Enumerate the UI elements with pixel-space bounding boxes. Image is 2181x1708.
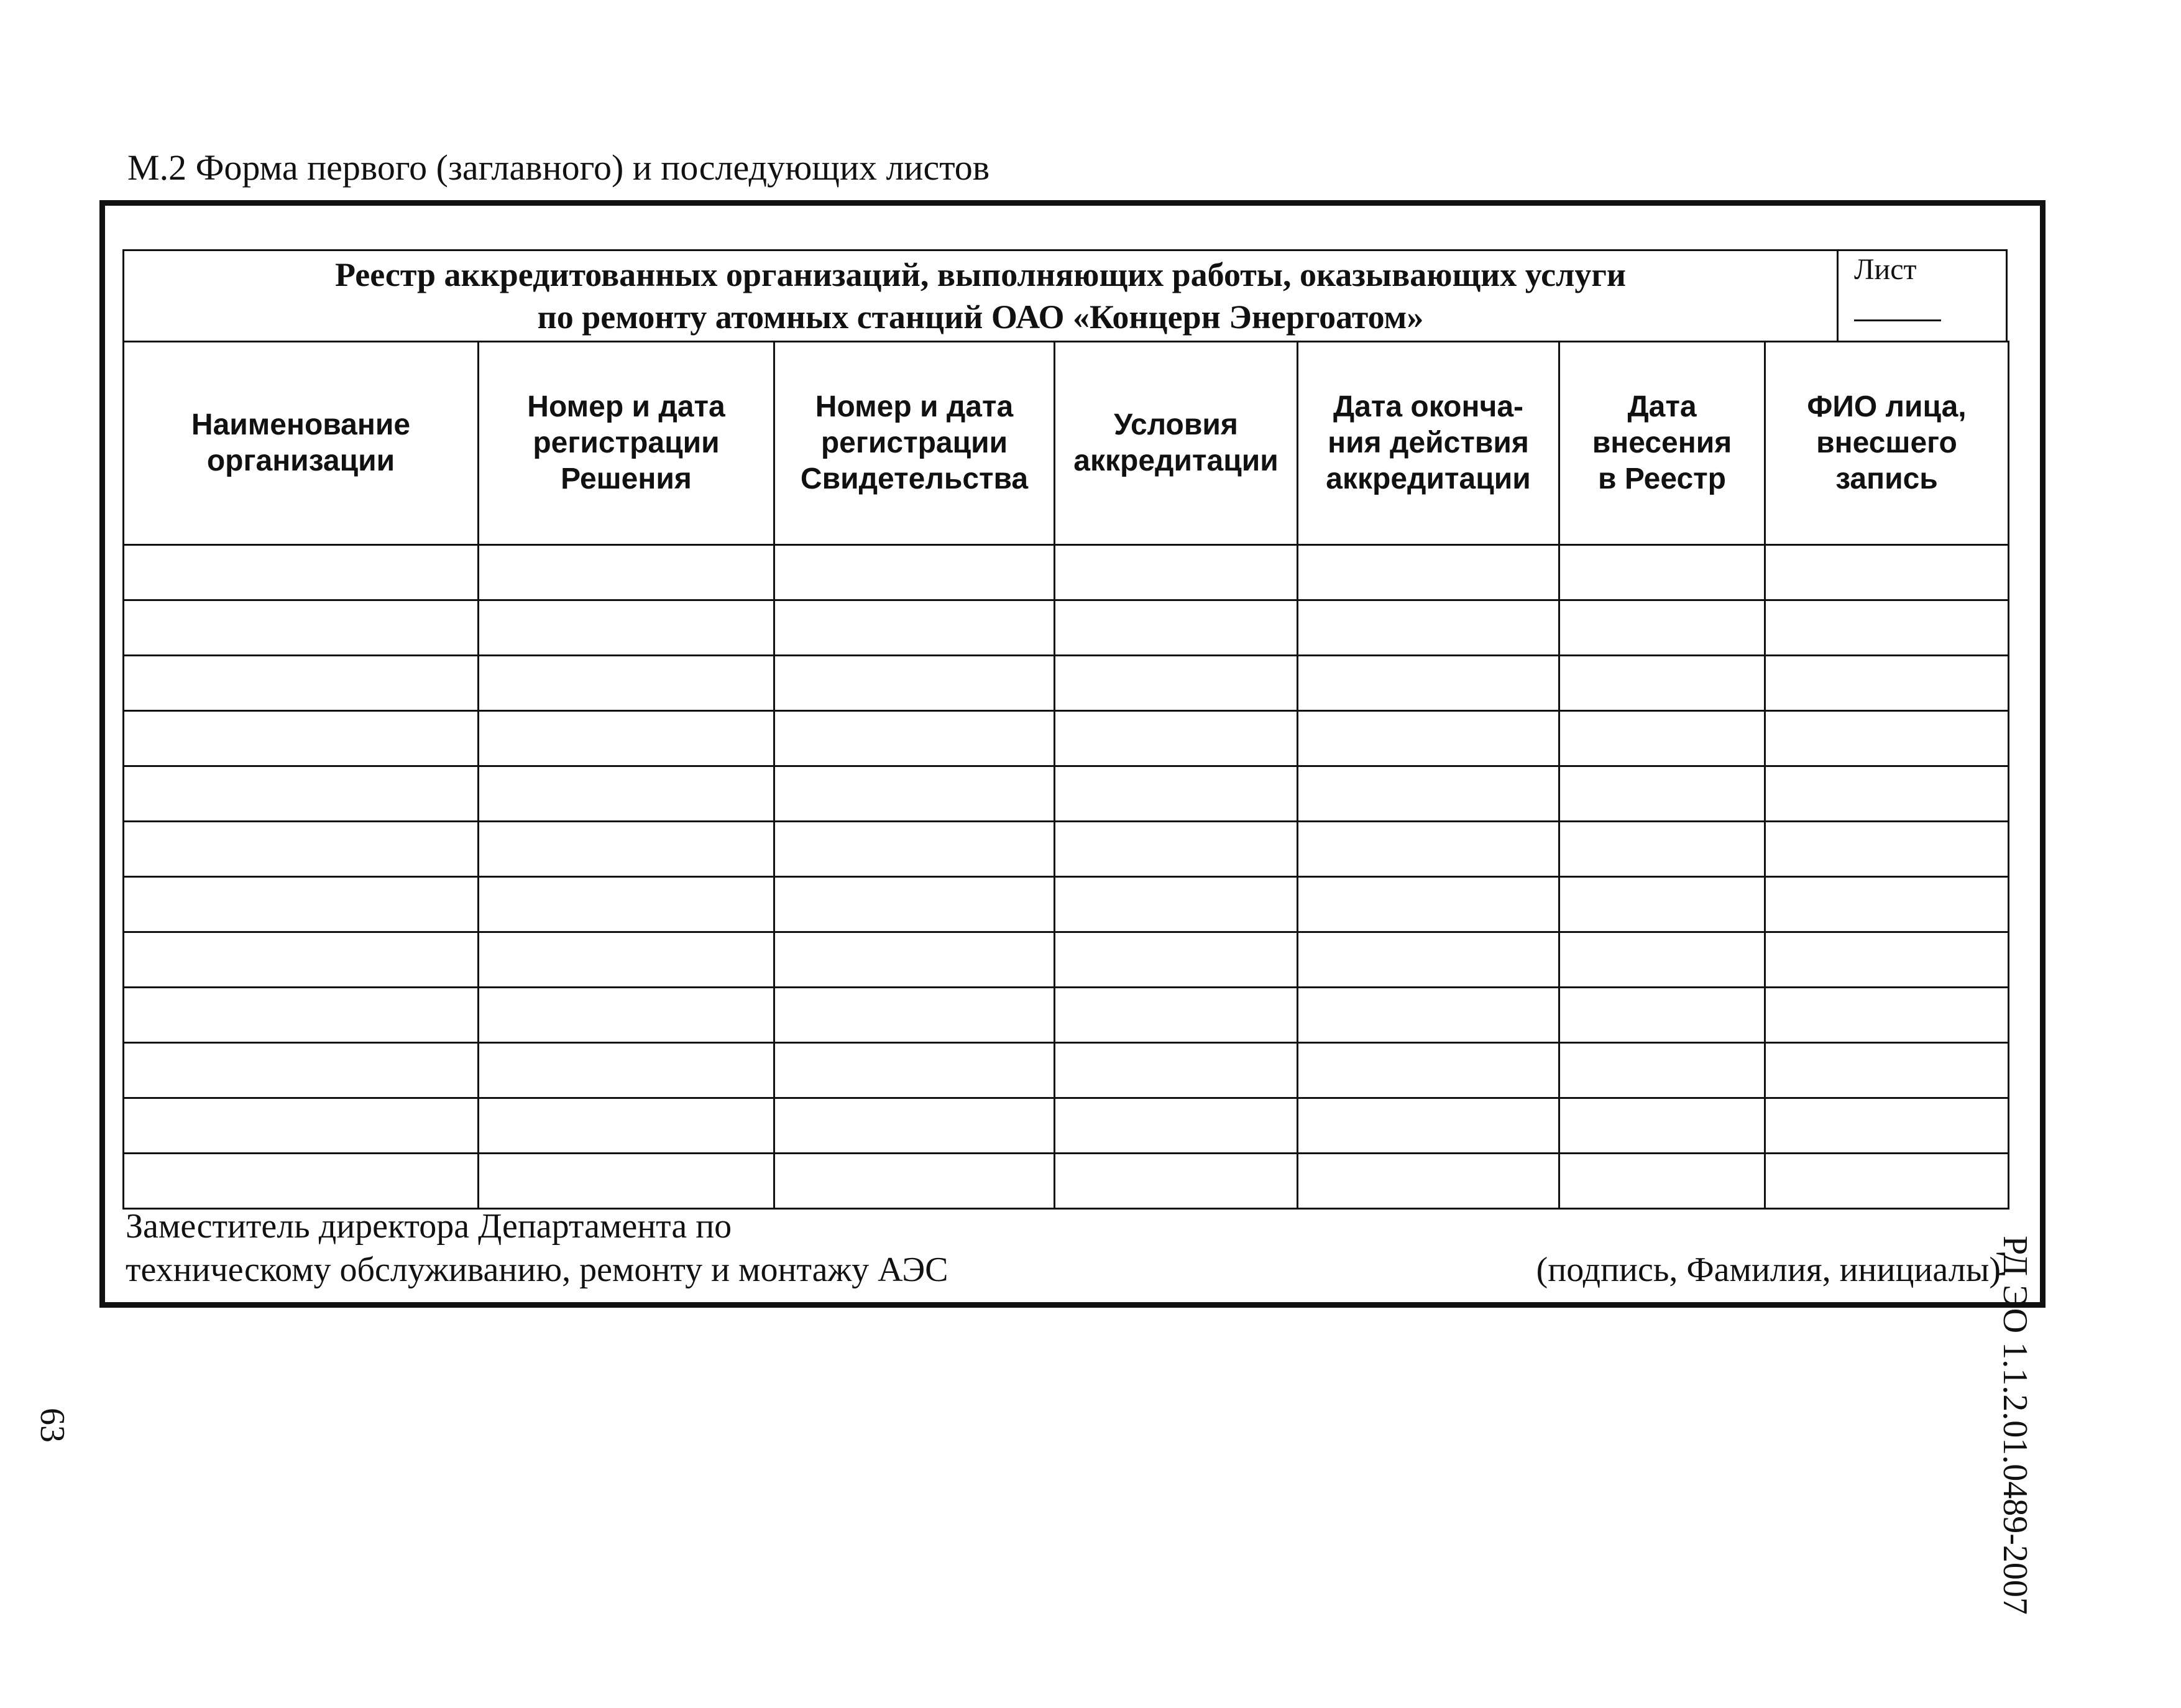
table-cell [1765, 1154, 2009, 1209]
column-header-decision: Номер и дата регистрации Решения [479, 342, 774, 545]
table-cell [1055, 711, 1298, 766]
table-cell [1559, 1154, 1765, 1209]
column-header-organization: Наименование организации [124, 342, 479, 545]
table-cell [1765, 1098, 2009, 1154]
page-number: 63 [33, 1408, 71, 1443]
column-header-recorder: ФИО лица, внесшего запись [1765, 342, 2009, 545]
table-cell [1055, 1098, 1298, 1154]
table-cell [124, 1154, 479, 1209]
sheet-number-blank [1854, 319, 1941, 321]
table-row [124, 1154, 2009, 1209]
table-cell [1298, 656, 1559, 711]
table-cell [774, 1098, 1055, 1154]
table-cell [124, 656, 479, 711]
table-cell [1055, 988, 1298, 1043]
table-cell [1055, 822, 1298, 877]
table-cell [774, 988, 1055, 1043]
table-body [124, 545, 2009, 1209]
table-cell [774, 545, 1055, 600]
column-header-entry-date: Дата внесения в Реестр [1559, 342, 1765, 545]
table-cell [124, 766, 479, 822]
table-cell [774, 766, 1055, 822]
table-row [124, 822, 2009, 877]
document-code: РД ЭО 1.1.2.01.0489-2007 [1996, 1236, 2034, 1615]
sheet-number-cell [1837, 251, 2006, 341]
table-cell [124, 988, 479, 1043]
table-row [124, 1098, 2009, 1154]
sheet-label: Лист [1854, 253, 1917, 286]
table-cell [124, 822, 479, 877]
registry-title-line-2: по ремонту атомных станций ОАО «Концерн Энергоатом» [537, 298, 1424, 336]
table-header-row [124, 342, 2009, 545]
signer-title: Заместитель директора Департамента по техническому обслуживанию, ремонту и монтажу АЭС [126, 1207, 948, 1289]
table-cell [1559, 766, 1765, 822]
table-cell [1298, 1154, 1559, 1209]
table-cell [479, 600, 774, 656]
table-cell [1765, 877, 2009, 932]
table-cell [1559, 1098, 1765, 1154]
table-cell [1765, 711, 2009, 766]
table-cell [1298, 545, 1559, 600]
table-cell [479, 988, 774, 1043]
table-row [124, 545, 2009, 600]
table-cell [1765, 932, 2009, 988]
table-cell [1055, 766, 1298, 822]
table-cell [1559, 656, 1765, 711]
table-cell [1298, 822, 1559, 877]
table-cell [774, 711, 1055, 766]
table-cell [479, 932, 774, 988]
table-cell [1055, 545, 1298, 600]
table-cell [1765, 600, 2009, 656]
table-cell [774, 656, 1055, 711]
column-header-expiry-date: Дата оконча- ния действия аккредитации [1298, 342, 1559, 545]
table-cell [1559, 1043, 1765, 1098]
table-row [124, 988, 2009, 1043]
table-cell [479, 877, 774, 932]
signature-note: (подпись, Фамилия, инициалы) [1536, 1251, 2001, 1289]
table-cell [1298, 1098, 1559, 1154]
table-cell [479, 711, 774, 766]
table-cell [1055, 600, 1298, 656]
table-cell [774, 600, 1055, 656]
table-cell [479, 822, 774, 877]
column-header-conditions: Условия аккредитации [1055, 342, 1298, 545]
registry-title-block [122, 249, 2008, 342]
table-cell [1055, 877, 1298, 932]
table-cell [1559, 932, 1765, 988]
table-cell [1559, 877, 1765, 932]
table-cell [479, 1098, 774, 1154]
table-cell [1298, 600, 1559, 656]
table-cell [124, 1098, 479, 1154]
table-cell [479, 656, 774, 711]
table-cell [774, 877, 1055, 932]
table-cell [124, 877, 479, 932]
table-cell [1298, 988, 1559, 1043]
table-cell [1298, 1043, 1559, 1098]
table-cell [479, 1043, 774, 1098]
table-row [124, 766, 2009, 822]
table-cell [124, 600, 479, 656]
column-header-certificate: Номер и дата регистрации Свидетельства [774, 342, 1055, 545]
table-cell [1055, 1043, 1298, 1098]
table-row [124, 932, 2009, 988]
table-cell [479, 545, 774, 600]
table-cell [1559, 600, 1765, 656]
registry-title [124, 251, 1837, 341]
table-cell [1298, 766, 1559, 822]
table-cell [1559, 988, 1765, 1043]
table-cell [479, 1154, 774, 1209]
table-cell [1765, 545, 2009, 600]
section-caption: М.2 Форма первого (заглавного) и последующих листов [127, 147, 990, 188]
registry-title-line-1: Реестр аккредитованных организаций, выполняющих работы, оказывающих услуги [335, 256, 1626, 293]
table-row [124, 1043, 2009, 1098]
table-cell [1765, 1043, 2009, 1098]
table-cell [1559, 822, 1765, 877]
table-cell [1765, 656, 2009, 711]
table-cell [1765, 766, 2009, 822]
table-cell [1559, 711, 1765, 766]
table-cell [1055, 656, 1298, 711]
table-cell [1298, 932, 1559, 988]
table-cell [1298, 711, 1559, 766]
table-cell [774, 1043, 1055, 1098]
table-cell [1765, 988, 2009, 1043]
table-cell [1559, 545, 1765, 600]
table-row [124, 877, 2009, 932]
table-cell [124, 711, 479, 766]
table-row [124, 656, 2009, 711]
registry-table [122, 341, 2009, 1210]
table-cell [124, 932, 479, 988]
table-row [124, 600, 2009, 656]
table-cell [774, 932, 1055, 988]
table-cell [774, 822, 1055, 877]
table-cell [1298, 877, 1559, 932]
table-cell [479, 766, 774, 822]
table-cell [124, 1043, 479, 1098]
table-cell [774, 1154, 1055, 1209]
table-cell [1055, 932, 1298, 988]
table-cell [124, 545, 479, 600]
table-row [124, 711, 2009, 766]
table-cell [1765, 822, 2009, 877]
table-cell [1055, 1154, 1298, 1209]
